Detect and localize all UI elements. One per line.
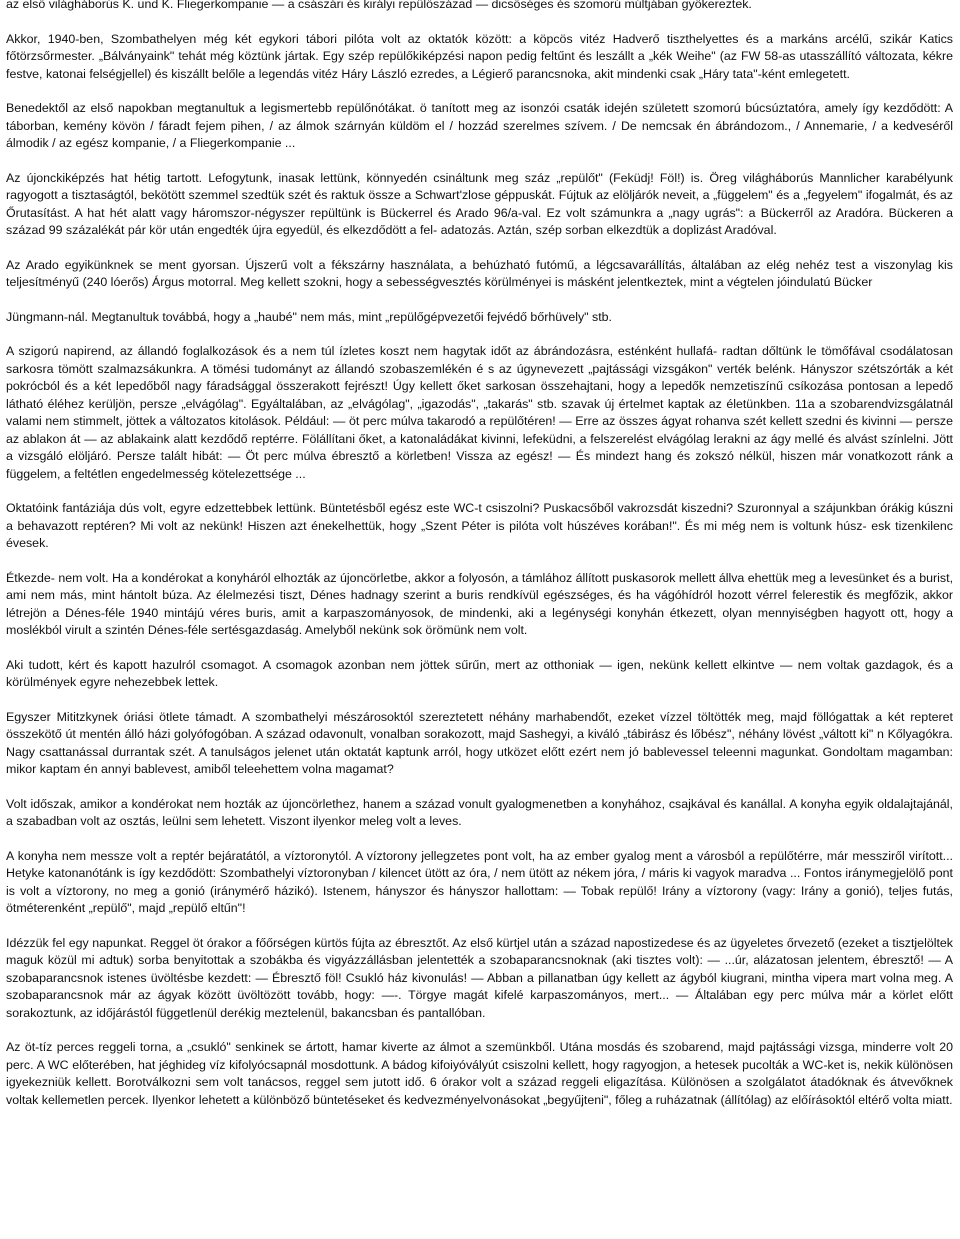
paragraph: Az öt-tíz perces reggeli torna, a „csukló" senkinek se ártott, hamar kiverte az álmot a szemünkből. Utána mosdás és szobarend, majd pajtássági vizsga, minderre volt 20 perc. A WC előterében, hat jéghideg víz kifolyócsapnál mosdottunk. A bádog kifoiyóvályút csiszolni kellett, hogy ragyogjon, a hetesek pucolták a WC-ket is, nekik különösen igyekezniük kellett. Borotválkozni sem volt tanácsos, reggel sem jutott idő. 6 órakor volt a század reggeli eligazítása. Különösen a szolgálatot átadóknak és átvevőknek voltak kellemetlen percek. Ilyenkor lehetett a különböző büntetéseket és kedvezményelvonásokat „begyűjteni", főleg a ruházatnak (állítólag) az előírásoktól eltérő volta miatt.	[6, 1040, 953, 1107]
paragraph: Egyszer Mititzkynek óriási ötlete támadt. A szombathelyi mészárosoktól szereztetett néhány marhabendőt, ezeket vízzel töltötték meg, majd föllógattak a két repteret összekötő út mentén álló házi golyófogóban. A század odavonult, vonalban sorakozott, majd Sashegyi, a kiváló „tábirász és lőbész", néhány lövést „váltott ki" n Kőlyagókra. Nagy csattanással durrantak szét. A tanulságos jelenet után oktatát kaptunk arról, hogy utközet előtt ezért nem jó bablevessel teleenni magunkat. Gondoltam magamban: mikor kaptam én annyi bablevest, amiből teleehettem volna magamat?	[6, 709, 953, 776]
paragraph: Idézzük fel egy napunkat. Reggel öt órakor a főőrségen kürtös fújta az ébresztőt. Az első kürtjel után a század napostizedese és az ügyeletes őrvezető (ezeket a tisztjelöltek maguk közül mi adtuk) sorba benyitottak a szobákba és vigyázzállásban jelentették a szobaparancsnoknak (aki tisztes volt): — ...úr, alázatosan jelentem, ébresztő! — A szobaparancsnok istenes üvöltésbe kezdett: — Ébresztő föl! Csukló ház kivonulás! — Abban a pillanatban úgy kellett az ágyból kiugrani, mintha vipera mart volna meg. A szobaparancsnok már az ágyak között üvöltözött tovább, hogy: —-. Törgye magát kifelé karpaszományos, mert... — Általában egy perc múlva már a körlet előtt sorakoztunk, az időjárástól függetlenül derékig meztelenül, bakancsban és pantallóban.	[6, 935, 953, 1020]
paragraph: Jüngmann-nál. Megtanultuk továbbá, hogy a „haubé" nem más, mint „repülőgépvezetői fejvédő bőrhüvely" stb.	[6, 309, 612, 324]
paragraph: Oktatóink fantáziája dús volt, egyre edzettebbek lettünk. Büntetésből egész este WC-t csiszolni? Puskacsőből vakrozsdát kiszedni? Szuronnyal a szájunkban órákig kúszni a behavazott reptéren? Mi volt az nekünk! Hiszen azt énekelhettük, hogy „Szent Péter is pilóta volt húszéves korában!". És mi még nem is voltunk húsz- esk tizenkilenc évesek.	[6, 501, 953, 550]
paragraph: Benedektől az első napokban megtanultuk a legismertebb repülőnótákat. ö tanított meg az isonzói csaták idején született szomorú búcsúztatóra, amely így kezdődött: A táborban, kemény kövön / fáradt fejem pihen, / az álmok szárnyán küldöm el / hozzád szerelmes szívem. / De nemcsak én ábrándozom., / Annemarie, / a kedveséről álmodik / az egész kompanie, / a Fliegerkompanie ...	[6, 101, 953, 150]
paragraph: A szigorú napirend, az állandó foglalkozások és a nem túl ízletes koszt nem hagytak időt az ábrándozásra, esténként hullafá- radtan dőltünk le tömőfával csodálatosan sarkosra tömött szalmazsákunkra. A tömési tudományt az állandó szobaszemlékén é s az úgynevezett „pajtássági vizsgákon" verték belénk. Hányszor szétszórták a két pokrócból és a két lepedőből nagy fáradsággal összerakott fejrészt! Úgy kellett őket sarkosan összehajtani, hogy a lepedők nemzetiszínű csíkozása pontosan a lepedő látható éléhez kerüljön, persze „elvágólag". Egyáltalában, az „elvágólag", „igazodás", „takarás" stb. szavak új értelmet kaptak az életünkben. 11a a szobarendvizsgálatnál valami nem stimmelt, jöttek a változatos kitolások. Például: — öt perc múlva takarodó a repülőtéren! — Erre az összes ágyat rohanva szét kellett szedni és kivinni — persze az ablakon át — az ablakaink alatt kezdődő reptérre. Fölállítani őket, a katonaládákat kivinni, lefeküdni, a felszerelést elvágólag lerakni az ágy mellé és alvást színlelni. Jött a vizsgáló elöljáró. Persze talált hibát: — Öt perc múlva ébresztő a körletben! Vissza az egész! — És mindezt hang és zokszó nélkül, hiszen már vonatkozott ránk a függelem, a feltétlen engedelmesség kötelezettsége ...	[6, 344, 953, 481]
paragraph: Aki tudott, kért és kapott hazulról csomagot. A csomagok azonban nem jöttek sűrűn, mert az otthoniak — igen, nekünk kellett elkintve — nem voltak gazdagok, és a körülmények egyre nehezebbek lettek.	[6, 657, 953, 689]
paragraph: az első világháborús K. und K. Fliegerkompanie — a császári és királyi repülőszázad — dicsőséges és szomorú múltjában gyökereztek.	[6, 0, 752, 11]
paragraph: Akkor, 1940-ben, Szombathelyen még két egykori tábori pilóta volt az oktatók között: a köpcös vitéz Hadverő tiszthelyettes és a markáns arcélű, szikár Katics főtörzsőrmester. „Bálványaink" tehát még köztünk jártak. Egy szép repülőkiképzési napon pedig feltűnt és leszállt a „kék Weihe" (az FW 58-as utasszállító változata, kékre festve, katonai felségjellel) és kiszállt belőle a legendás vitéz Háry László ezredes, a Légierő parancsnoka, akit mindenki csak „Háry tata"-ként emlegetett.	[6, 31, 953, 81]
paragraph: A konyha nem messze volt a reptér bejáratától, a víztoronytól. A víztorony jellegzetes pont volt, ha az ember gyalog ment a városból a repülőtérre, már messziről virított... Hetyke katonanótánk is így kezdődött: Szombathelyi víztoronyban / kilencet ütött az óra, / nem ütött az nékem jóra, / máris ki vagyok maradva ... Fontos iránymegjelölő pont is volt a víztorony, no meg a gonió (iránymérő házikó). Istenem, hányszor és hányszor hallottam: — Tobak repülő! Irány a víztorony (vagy: Irány a gonió), teljes futás, ötméterenként „repülő", majd „repülő eltűn"!	[6, 848, 953, 915]
paragraph: Volt időszak, amikor a kondérokat nem hozták az újoncörlethez, hanem a század vonult gyalogmenetben a konyhához, csajkával és kanállal. A konyha egyik oldalajtajánál, a szabadban volt az osztás, leülni sem lehetett. Viszont ilyenkor meleg volt a leves.	[6, 796, 953, 828]
paragraph: Az Arado egyikünknek se ment gyorsan. Újszerű volt a fékszárny használata, a behúzható futómű, a légcsavarállítás, általában az elég nehéz test a viszonylag kis teljesítményű (240 lóerős) Árgus motorral. Meg kellett szokni, hogy a sebességvesztés körülményei is másként jelentkeztek, mint a végtelen jóindulatú Bücker	[6, 257, 953, 289]
paragraph: Az újonckiképzés hat hétig tartott. Lefogytunk, inasak lettünk, könnyedén csináltunk meg száz „repülőt" (Feküdj! Föl!) is. Öreg világháborús Mannlicher karabélyunk ragyogott a tisztaságtól, bekötött szemmel szedtük szét és raktuk össze a Schwart'zlose géppuskát. Fújtuk az elöljárók neveit, a „függelem" és a „fegyelem" ifogalmát, és az Őrutasítást. A hat hét alatt vagy háromszor-négyszer repültünk is Bückerrel és Arado 96/a-val. Ez volt számunkra a „nagy ugrás": a Bückerről az Aradóra. Bückeren a század 99 százalékát pár kör után engedték újra egyedül, és elkezdődött a fel- adatozás. Aztán, szép sorban elkezdtük a doplizást Aradóval.	[6, 170, 953, 237]
paragraph: Étkezde- nem volt. Ha a kondérokat a konyháról elhozták az újoncörletbe, akkor a folyosón, a támlához állított puskasorok mellett állva ehettük meg a levesünket és a burist, ami nem más, mint hántolt búza. Az élelmezési tiszt, Dénes hadnagy szerint a buris rendkívül egészséges, és ha vágóhídról hozott vérrel felerestik és megfőzik, akkor létrejön a Dénes-féle 1940 mintájú véres buris, amit a karpaszományosok, de mindenki, aki a legénységi konyhán étkezett, olyan mennyiségben hagyott ott, hogy a moslékból virult a szintén Dénes-féle sertésgazdaság. Amelyből nekünk sok örömünk nem volt.	[6, 570, 954, 637]
